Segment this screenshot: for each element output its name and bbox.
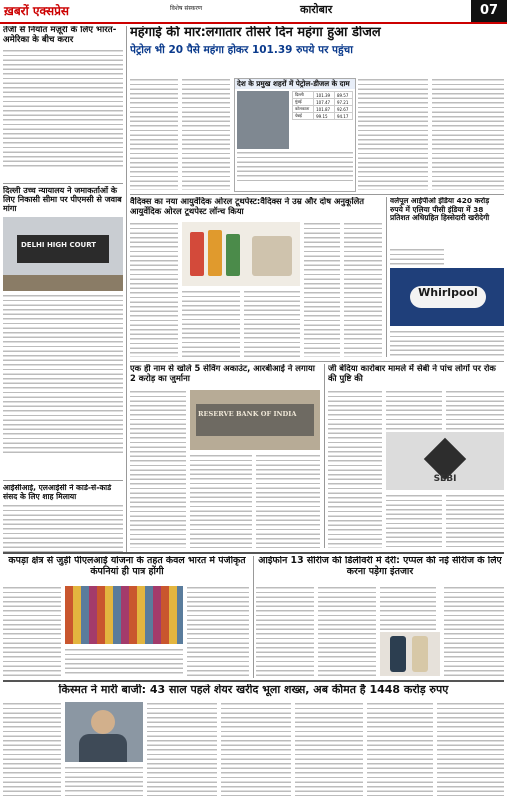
divider [3,552,504,554]
fuel-price-row [293,92,353,99]
left-story-1-body [3,49,123,167]
sebi-photo [386,432,504,490]
lead-body-col-1 [130,78,178,190]
iphone-body-col-2 [318,586,376,676]
stock-body-col-6 [367,702,433,796]
stock-body-col-7 [437,702,504,796]
stock-title: किस्मत ने मारी बाजी: 43 साल पहले शेयर खरीद भूला शख्स, अब कीमत है 1448 करोड़ रुपए [58,684,449,696]
left-story-3-body [3,504,123,552]
rbi-body-col-3 [256,454,320,548]
fuel-price-box [234,78,356,192]
left-story-2-body [3,294,123,454]
rbi-sign-text: RESERVE BANK OF INDIA [198,410,297,418]
fuel-city-cell: दिल्ली [293,92,314,99]
left-story-2-title: दिल्ली उच्च न्यायालय ने जमाकर्ताओं के लिए निकासी सीमा पर पीएमसी से जवाब मांगा [3,186,122,214]
iphone-body-col-4 [444,586,504,676]
fuel-price-cell: 107.47 [314,99,335,106]
column-divider [324,364,325,548]
fuel-price-cell: 101.87 [314,106,335,113]
fuel-price-cell: 99.15 [314,113,335,120]
fuel-price-row [293,106,353,113]
fuel-city-cell: मुंबई [293,99,314,106]
fuel-price-cell: 92.67 [334,106,352,113]
iphone-photo [380,632,440,676]
pli-body-col-1 [3,586,61,676]
rbi-title: एक ही नाम से खोले 5 सेविंग अकाउंट, आरबीआई ने लगाया 2 करोड़ का जुर्माना [130,364,315,383]
page-number: 07 [471,0,507,22]
left-story-1 [3,26,123,167]
sebi-body-col-2 [386,390,442,430]
lead-subhead: पेट्रोल भी 20 पैसे महंगा होकर 101.39 रुपये पर पहुंचा [130,43,353,56]
vedix-body-col-3 [244,290,300,357]
whirlpool-title: वर्लपूल आईपीओ इंडिया 420 करोड़ रुपये में एलिया पीसी इंडिया में 38 प्रतिशत अधिग्रहित हिस्सेदारी खरीदेगी [390,197,490,223]
divider [130,194,504,195]
vedix-body-col-2 [182,290,240,357]
fuel-price-box-title: देश के प्रमुख शहरों में पेट्रोल-डीजल के दाम [235,79,355,89]
fuel-station-photo [237,91,353,149]
whirlpool-photo [390,268,504,326]
column-divider [126,26,127,552]
section-title: कारोबार [300,3,333,16]
pli-body-col-3 [187,586,249,676]
fuel-price-table [292,91,353,120]
sebi-story [328,364,504,383]
pli-body-col-2 [65,648,183,676]
court-sign-text: DELHI HIGH COURT [21,240,97,249]
stock-body-col-4 [221,702,291,796]
fuel-price-row [293,99,353,106]
lead-body-col-3 [358,78,428,190]
sebi-body-col-3 [446,390,504,430]
vedix-body-col-1 [130,222,178,357]
sebi-body-col-1 [328,390,382,548]
lead-body-col-2 [182,78,230,190]
divider [3,480,123,481]
newspaper-logo: ख़बरों एक्सप्रेस [4,4,70,18]
column-divider [253,556,254,678]
pli-story [3,556,251,578]
fuel-box-caption [237,151,353,181]
fuel-price-cell: 97.21 [334,99,352,106]
masthead [0,0,507,24]
rbi-body-col-1 [130,390,186,548]
pli-title: कपड़ा क्षेत्र से जुड़ी पीएलआई योजना के तहत केवल भारत में पंजीकृत कंपनियां ही पात्र होंगी [8,556,246,577]
vedix-story [130,197,385,216]
divider [3,680,504,682]
fuel-city-cell: कोलकाता [293,106,314,113]
iphone-body-col-1 [256,586,314,676]
whirlpool-story [390,197,504,223]
sebi-title: जी बेदिया कारोबार मामले में सेबी ने पांच लोगों पर रोक की पुष्टि की [328,364,496,383]
vedix-body-col-4 [304,222,340,357]
stock-body-col-1 [3,702,61,796]
fuel-price-cell: 89.57 [334,92,352,99]
whirlpool-body [390,330,504,357]
iphone-story [256,556,504,578]
stock-story [3,684,504,697]
lead-body-col-4 [432,78,504,190]
court-photo [3,217,123,291]
sebi-body-col-5 [446,494,504,548]
dateline: विशेष संस्करण [170,5,203,12]
lead-headline: महंगाई की मार:लगातार तीसरे दिन महंगा हुआ डीजल [130,26,381,40]
iphone-title: आईफोन 13 सीरीज की डिलीवरी में देरी: एप्पल की नई सीरीज के लिए करना पड़ेगा इंतजार [258,556,502,577]
left-story-1-title: तेजी से निर्यात मंज़ूरी के लिए भारत-अमेरिका के बीच करार [3,26,117,45]
whirlpool-intro [390,248,444,266]
rbi-photo [190,390,320,450]
rbi-body-col-2 [190,454,252,548]
stock-body-col-5 [295,702,363,796]
left-story-3 [3,484,123,552]
stock-body-col-3 [147,702,217,796]
column-divider [386,197,387,357]
whirlpool-logo: Whirlpool [410,286,486,308]
divider [130,361,504,362]
divider [3,183,123,184]
fuel-city-cell: चेन्नई [293,113,314,120]
vedix-body-col-5 [344,222,382,357]
left-story-3-title: आईसीआई, एलआईसी ने कार्ड-से-कार्ड संसद के लिए शाह मिलाया [3,484,112,501]
stock-body-col-2 [65,766,143,796]
iphone-body-col-3 [380,586,436,630]
vedix-product-photo [182,222,300,286]
fuel-price-cell: 101.39 [314,92,335,99]
vedix-title: वैदिक्स का नया आयुर्वेदिक ओरल टूथपेस्ट:वैदिक्स ने उम्र और दोष अनुकूलित आयुर्वेदिक ओरल टूथपेस्ट लॉन्च किया [130,197,365,216]
stock-person-photo [65,702,143,762]
rbi-story [130,364,320,383]
fuel-price-cell: 94.17 [334,113,352,120]
sebi-logo-text: SEBI [433,474,457,484]
left-story-2 [3,186,123,454]
fuel-price-row [293,113,353,120]
sebi-body-col-4 [386,494,442,548]
textile-photo [65,586,183,644]
lead-story [130,26,504,56]
